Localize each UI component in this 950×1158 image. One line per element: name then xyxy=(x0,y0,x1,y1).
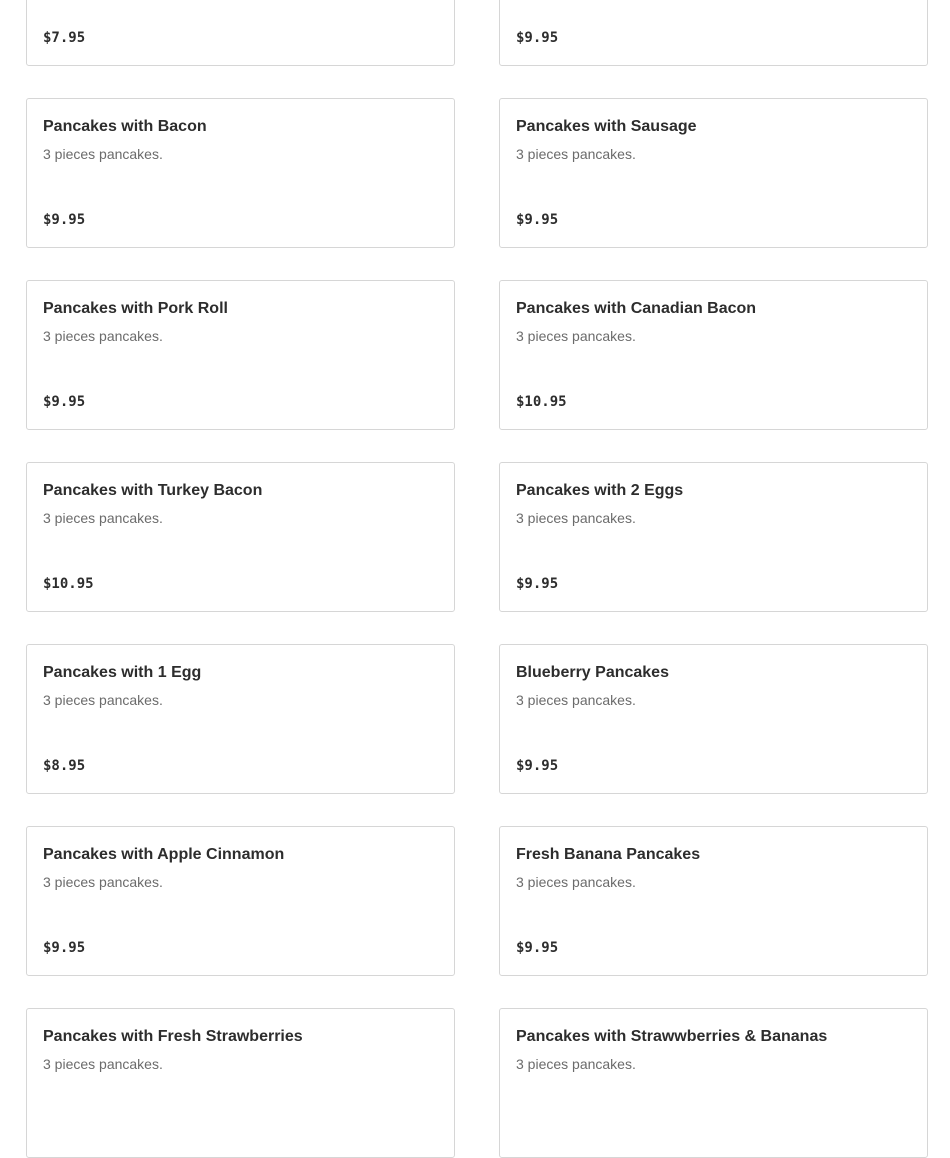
menu-item-card[interactable] xyxy=(26,280,455,430)
menu-item-price: $9.95 xyxy=(516,30,559,46)
menu-item-price: $9.95 xyxy=(516,576,559,592)
menu-items-grid xyxy=(26,0,928,1158)
menu-item-card[interactable] xyxy=(499,462,928,612)
menu-item-card[interactable] xyxy=(499,644,928,794)
menu-item-card[interactable] xyxy=(26,826,455,976)
menu-item-description: 3 pieces pancakes. xyxy=(516,874,636,890)
menu-item-description: 3 pieces pancakes. xyxy=(43,328,163,344)
menu-item-name: Pancakes with Canadian Bacon xyxy=(516,300,757,317)
menu-item-name: Fresh Banana Pancakes xyxy=(516,846,701,863)
menu-item-name: Pancakes with Pork Roll xyxy=(43,300,228,317)
menu-item-price: $10.95 xyxy=(43,576,94,592)
menu-item-name: Pancakes with Fresh Strawberries xyxy=(43,1028,303,1045)
menu-item-name: Pancakes with Bacon xyxy=(43,118,207,135)
menu-item-price: $9.95 xyxy=(43,394,86,410)
menu-item-price: $10.95 xyxy=(516,394,567,410)
menu-item-description: 3 pieces pancakes. xyxy=(516,1056,636,1072)
menu-item-card[interactable] xyxy=(499,98,928,248)
menu-item-card[interactable] xyxy=(499,0,928,66)
menu-item-card[interactable] xyxy=(499,826,928,976)
menu-item-description: 3 pieces pancakes. xyxy=(516,510,636,526)
menu-item-name: Pancakes with 1 Egg xyxy=(43,664,202,681)
menu-item-description: 3 pieces pancakes. xyxy=(43,510,163,526)
menu-item-price: $9.95 xyxy=(516,758,559,774)
menu-item-card[interactable] xyxy=(26,98,455,248)
menu-item-description: 3 pieces pancakes. xyxy=(43,146,163,162)
menu-item-price: $9.95 xyxy=(43,212,86,228)
menu-item-card[interactable] xyxy=(26,1008,455,1158)
menu-item-price: $9.95 xyxy=(516,940,559,956)
menu-item-price: $9.95 xyxy=(516,212,559,228)
menu-item-description: 3 pieces pancakes. xyxy=(43,692,163,708)
menu-item-description: 3 pieces pancakes. xyxy=(516,328,636,344)
menu-item-description: 3 pieces pancakes. xyxy=(516,146,636,162)
menu-item-name: Pancakes with Strawwberries & Bananas xyxy=(516,1028,828,1045)
menu-item-price: $8.95 xyxy=(43,758,86,774)
menu-item-price: $9.95 xyxy=(43,940,86,956)
menu-item-card[interactable] xyxy=(499,1008,928,1158)
menu-item-card[interactable] xyxy=(499,280,928,430)
menu-item-price: $7.95 xyxy=(43,30,86,46)
menu-item-card[interactable] xyxy=(26,644,455,794)
menu-item-name: Pancakes with Turkey Bacon xyxy=(43,482,263,499)
menu-item-name: Pancakes with 2 Eggs xyxy=(516,482,684,499)
menu-item-description: 3 pieces pancakes. xyxy=(516,692,636,708)
menu-item-name: Pancakes with Apple Cinnamon xyxy=(43,846,285,863)
menu-item-name: Pancakes with Sausage xyxy=(516,118,697,135)
menu-item-description: 3 pieces pancakes. xyxy=(43,874,163,890)
menu-item-name: Blueberry Pancakes xyxy=(516,664,669,681)
menu-item-description: 3 pieces pancakes. xyxy=(43,1056,163,1072)
menu-item-card[interactable] xyxy=(26,0,455,66)
menu-item-card[interactable] xyxy=(26,462,455,612)
